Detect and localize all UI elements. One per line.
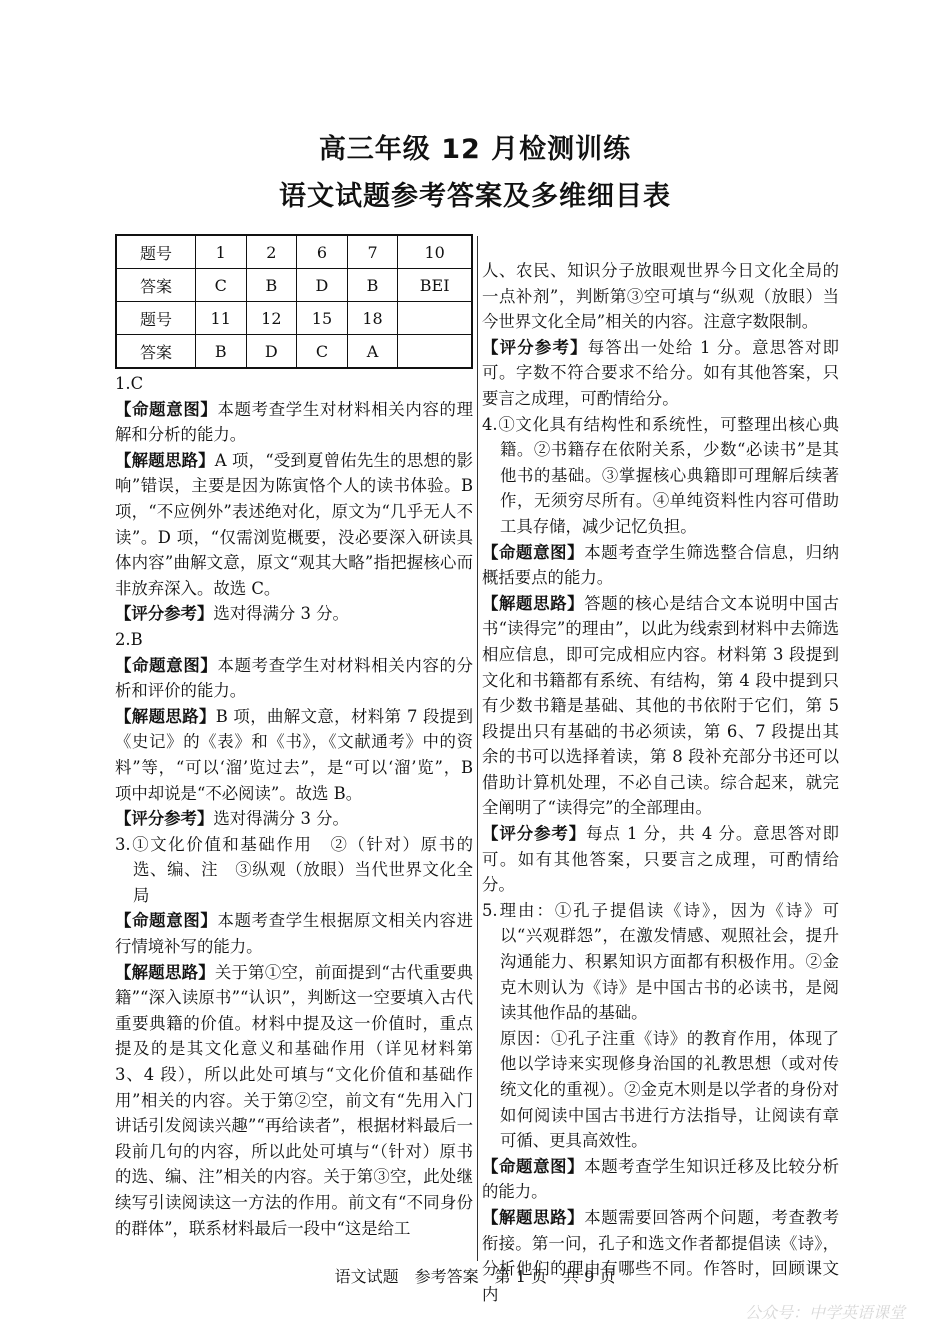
q2-scoring-text: 选对得满分 3 分。 <box>213 809 349 829</box>
approach-tag: 【解题思路】 <box>482 593 585 613</box>
q5-reason: 原因：①孔子注重《诗》的教育作用，体现了他以学诗来实现修身治国的礼教思想（或对传统文化的重视）。②金克木则是以学者的身份对如何阅读中国古书进行方法指导，让阅读有章可循、更具高效性。 <box>500 1028 839 1151</box>
q1-intent-text: 本题考查学生对材料相关内容的理解和分析的能力。 <box>115 399 474 445</box>
approach-tag: 【解题思路】 <box>482 1207 585 1227</box>
q4-answer-text: ①文化具有结构性和系统性，可整理出核心典籍。②书籍存在依附关系，少数“必读书”是其他书的基础。③掌握核心典籍即可理解后续著作，无须穷尽所有。④单纯资料性内容可借助工具存储，减少记忆负担。 <box>497 414 839 536</box>
q5-number: 5. <box>482 900 498 920</box>
table-cell: C <box>297 335 348 369</box>
q3-approach-text: 关于第①空，前面提到“古代重要典籍”“深入读原书”“认识”，判断这一空要填入古代重要典籍的价值。材料中提及这一价值时，重点提及的是其文化意义和基础作用（详见材料第 3、4 段），所以此处可填与“文化价值和基础作用”相关的内容。关于第②空，前文有“先用入门讲话引发阅读兴趣”“再给读者”，根据材料最后一段前几句的内容，所以此处可填与“（针对）原书的选、编、注”相关的内容。关于第③空，此处继续写引读阅读这一方法的作用。前文有“不同身份的群体”，联系材料最后一段中“这是给工 <box>115 962 473 1238</box>
q4-intent-text: 本题考查学生筛选整合信息，归纳概括要点的能力。 <box>482 542 840 588</box>
table-cell: 答案 <box>116 269 195 302</box>
table-cell: B <box>246 269 297 302</box>
table-cell: 题号 <box>116 302 195 335</box>
q4-intent <box>482 540 839 591</box>
table-cell: B <box>195 335 246 369</box>
table-cell: 11 <box>195 302 246 335</box>
q1-answer <box>115 371 473 397</box>
intent-tag: 【命题意图】 <box>482 1156 585 1176</box>
q1-intent <box>115 397 473 448</box>
page-title: 高三年级 12 月检测训练 <box>318 134 632 165</box>
intent-tag: 【命题意图】 <box>115 399 218 419</box>
q5-approach <box>482 1205 839 1307</box>
scoring-tag: 【评分参考】 <box>482 824 587 844</box>
q2-scoring <box>115 806 473 832</box>
left-column <box>115 371 473 1241</box>
q1-answer-text: C <box>130 374 144 393</box>
table-cell: 答案 <box>116 335 195 369</box>
intent-tag: 【命题意图】 <box>482 542 585 562</box>
q5-intent <box>482 1154 839 1205</box>
q2-intent-text: 本题考查学生对材料相关内容的分析和评价的能力。 <box>115 655 474 701</box>
q5-approach-text: 本题需要回答两个问题，考查教考衔接。第一问，孔子和选文作者都提倡读《诗》，分析他们的理由有哪些不同。作答时，回顾课文内 <box>482 1207 840 1304</box>
table-cell: 7 <box>347 235 398 269</box>
table-row <box>116 235 472 269</box>
approach-tag: 【解题思路】 <box>115 450 215 470</box>
q3-answer-text: ①文化价值和基础作用 ②（针对）原书的选、编、注 ③纵观（放眼）当代世界文化全局 <box>130 834 473 905</box>
table-cell: 题号 <box>116 235 195 269</box>
q3-approach <box>115 960 473 1242</box>
table-cell: 10 <box>398 235 472 269</box>
q1-approach-text: A 项，“受到夏曾佑先生的思想的影响”错误，主要是因为陈寅恪个人的读书体验。B 项，“不应例外”表述绝对化，原文为“几乎无人不读”。D 项，“仅需浏览概要，没必要深入研读具体内容”曲解文意，原文“观其大略”指把握核心而非放弃深入。故选 C。 <box>115 450 473 598</box>
intent-tag: 【命题意图】 <box>115 655 218 675</box>
table-cell <box>398 302 472 335</box>
table-cell: 15 <box>297 302 348 335</box>
approach-tag: 【解题思路】 <box>115 962 215 982</box>
scoring-tag: 【评分参考】 <box>482 337 588 357</box>
q4-answer <box>482 412 839 540</box>
q4-approach-text: 答题的核心是结合文本说明中国古书“读得完”的理由”，以此为线索到材料中去筛选相应信息，即可完成相应内容。材料第 3 段提到文化和书籍都有系统、有结构，第 4 段中提到只有少数书籍是基础、其他的书依附于它们，第 5 段提出只有基础的书必须读，第 6、7 段提出其余的书可以选择着读，第 8 段补充部分书还可以借助计算机处理，不必自己读。综合起来，就完全阐明了“读得完”的全部理由。 <box>482 593 840 818</box>
table-row <box>116 302 472 335</box>
q5-answer-text: 理由：①孔子提倡读《诗》，因为《诗》可以“兴观群怨”，在激发情感、观照社会，提升沟通能力、积累知识方面都有积极作用。②金克木则认为《诗》是中国古书的必读书，是阅读其他作品的基础。 <box>497 900 839 1023</box>
q2-number: 2. <box>115 629 131 649</box>
table-cell: 6 <box>297 235 348 269</box>
q2-intent <box>115 653 473 704</box>
q3-intent-text: 本题考查学生根据原文相关内容进行情境补写的能力。 <box>115 911 474 957</box>
q3-number: 3. <box>115 834 131 854</box>
scoring-tag: 【评分参考】 <box>115 604 214 624</box>
q5-intent-text: 本题考查学生知识迁移及比较分析的能力。 <box>482 1156 840 1202</box>
intent-tag: 【命题意图】 <box>115 911 218 931</box>
table-cell <box>398 335 472 369</box>
page-footer: 语文试题 参考答案 第 1 页 共 9 页 <box>334 1267 616 1286</box>
q1-number: 1. <box>115 374 131 393</box>
q2-answer <box>115 627 473 653</box>
table-cell: B <box>347 269 398 302</box>
q1-scoring-text: 选对得满分 3 分。 <box>213 604 349 624</box>
q4-number: 4. <box>482 414 498 434</box>
q1-scoring <box>115 601 473 627</box>
table-cell: 1 <box>195 235 246 269</box>
q5-answer <box>482 898 839 1026</box>
q2-approach <box>115 704 473 806</box>
q3-answer <box>115 832 473 909</box>
table-cell: A <box>347 335 398 369</box>
table-cell: 18 <box>347 302 398 335</box>
table-cell: C <box>195 269 246 302</box>
table-cell: 12 <box>246 302 297 335</box>
table-cell: D <box>297 269 348 302</box>
q3-approach-continued: 人、农民、知识分子放眼观世界今日文化全局的一点补剂”，判断第③空可填与“纵观（放眼）当今世界文化全局”相关的内容。注意字数限制。 <box>482 261 839 332</box>
q1-approach <box>115 448 473 602</box>
q4-approach <box>482 591 839 821</box>
table-row <box>116 335 472 369</box>
table-cell: D <box>246 335 297 369</box>
q4-scoring-text: 每点 1 分，共 4 分。意思答对即可。如有其他答案，只要言之成理，可酌情给分。 <box>482 824 839 895</box>
table-row <box>116 269 472 302</box>
right-column <box>482 258 839 1307</box>
table-cell: BEI <box>398 269 472 302</box>
scoring-tag: 【评分参考】 <box>115 809 214 829</box>
q3-scoring-text: 每答出一处给 1 分。意思答对即可。字数不符合要求不给分。如有其他答案，只要言之成理，可酌情给分。 <box>482 337 839 408</box>
q2-approach-text: B 项，曲解文意，材料第 7 段提到《史记》的《表》和《书》，《文献通考》中的资料”等，“可以‘溜’览过去”，是“可以‘溜’览”，B 项中却说是“不必阅读”。故选 B。 <box>115 706 473 803</box>
page-subtitle: 语文试题参考答案及多维细目表 <box>279 181 671 212</box>
q3-intent <box>115 908 473 959</box>
approach-tag: 【解题思路】 <box>115 706 216 726</box>
table-cell: 2 <box>246 235 297 269</box>
column-divider <box>477 236 478 1261</box>
q4-scoring <box>482 821 839 898</box>
watermark: 公众号：中学英语课堂 <box>744 1303 905 1322</box>
q2-answer-text: B <box>130 629 143 649</box>
answer-table <box>115 234 473 369</box>
q3-scoring <box>482 335 839 412</box>
